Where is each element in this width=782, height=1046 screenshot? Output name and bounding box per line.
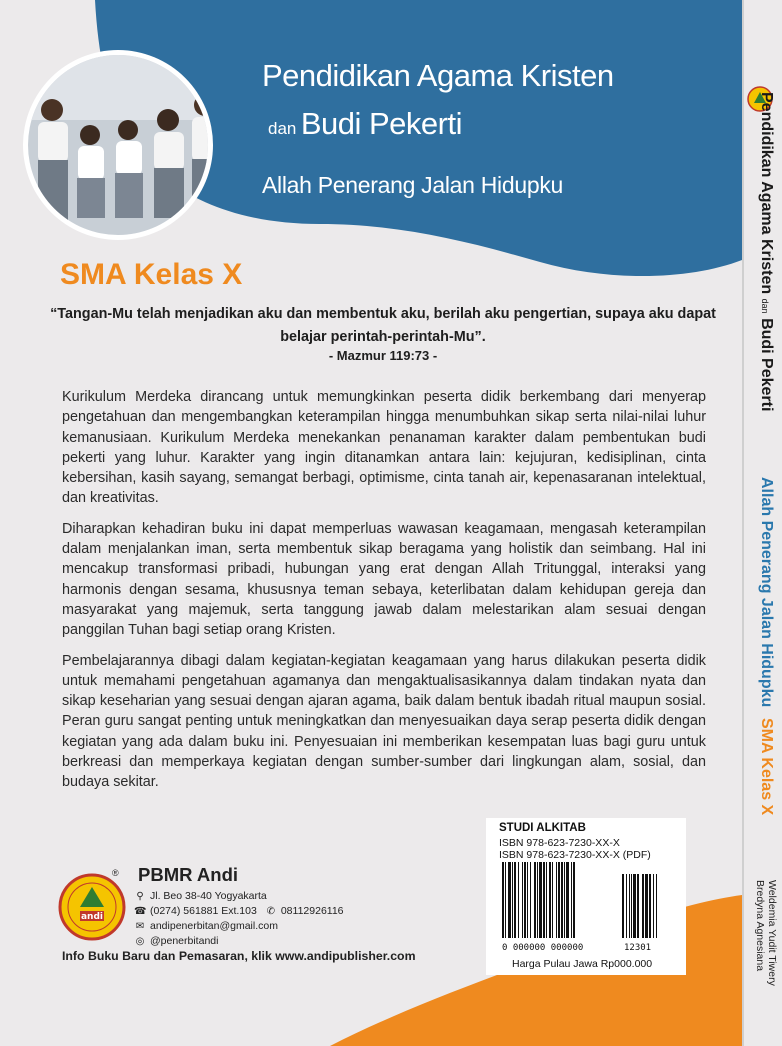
publisher-logo: [58, 873, 126, 941]
publisher-info: Info Buku Baru dan Pemasaran, klik www.andipublisher.com: [62, 949, 416, 963]
whatsapp-icon: ✆: [266, 905, 276, 917]
isbn-box: [486, 818, 686, 975]
address: Jl. Beo 38-40 Yogyakarta: [150, 890, 267, 902]
barcode-bar: [552, 862, 553, 938]
registered-mark: ®: [112, 868, 119, 878]
bible-quote: “Tangan-Mu telah menjadikan aku dan membentuk aku, berilah aku pengertian, supaya aku dapat belajar perintah-perintah-Mu”.: [50, 306, 716, 345]
synopsis-paragraph: Pembelajarannya dibagi dalam kegiatan-kegiatan keagamaan yang harus dilakukan peserta didik untuk memahami pengetahuan agamanya dan mengaktualisasikannya dalam tindakan nyata dan sikap keseharian yang sesuai dengan ajaran agama, baik dalam bentuk ibadah ritual maupun sosial. Peran guru sangat penting untuk meningkatkan dan menyesuaikan daya serap peserta didik dengan kegiatan yang ada dalam buku ini. Penyesuaian ini memberikan kesempatan luas bagi guru untuk berkreasi dan memperkaya kegiatan dengan sumber-sumber dari lingkungan alam, sosial, dan budaya sekitar.: [62, 652, 706, 791]
cover-title-line2: [268, 106, 462, 142]
bible-reference: - Mazmur 119:73 -: [328, 348, 438, 363]
whatsapp: 08112926116: [280, 905, 344, 917]
spine-text: [755, 92, 777, 932]
spine-authors: [742, 880, 778, 990]
cover-title-budi-pekerti: Budi Pekerti: [300, 106, 462, 141]
barcode-bar: [514, 862, 516, 938]
cover-title: Pendidikan Agama Kristen: [262, 58, 614, 93]
barcode-bar: [518, 862, 519, 938]
phone: (0274) 561881 Ext.103: [150, 905, 257, 917]
spine-title: Pendidikan Agama Kristen dan Budi Pekerti: [758, 92, 775, 412]
email: andipenerbitan@gmail.com: [150, 920, 278, 932]
barcode-bar: [505, 862, 506, 938]
barcode-bar: [561, 862, 563, 938]
instagram-icon: ◎: [135, 935, 145, 947]
synopsis-paragraph: Kurikulum Merdeka dirancang untuk memungkinkan peserta didik berkembang dari menyerap pengetahuan dan mengembangkan keterampilan hingga menumbuhkan sikap serta nilai-nilai luhur kemanusiaan. Kurikulum Merdeka menekankan penanaman karakter dalam pembentukan budi pekerti yang luhur. Karakter yang ingin ditanamkan antara lain: kejujuran, kedisiplinan, cinta kebersihan, kasih sayang, semangat berbagi, optimisme, cinta tanah air, kepenasaranan intelektual, dan kreativitas.: [62, 389, 706, 507]
author-name: Weldemia Yudit Tiwery: [766, 880, 778, 986]
email-icon: ✉: [135, 920, 145, 932]
barcode-bar: [546, 862, 547, 938]
barcode-addon-bar: [633, 874, 636, 938]
book-category: STUDI ALKITAB: [499, 822, 586, 834]
barcode-addon-bar: [649, 874, 651, 938]
synopsis-paragraph: Diharapkan kehadiran buku ini dapat memperluas wawasan keagamaan, mengasah keterampilan dalam menjalankan iman, serta membentuk sikap beragama yang holistik dan seimbang. Hal ini mencakup transformasi pribadi, hubungan yang erat dengan Allah Tritunggal, interaksi yang harmonis dengan sesama, khususnya teman sebaya, keterlibatan dalam kehidupan gereja dan masyarakat yang majemuk, serta tanggung jawab dalam melestarikan alam sesuai dengan panggilan Tuhan bagi setiap orang Kristen.: [62, 520, 706, 639]
barcode-bar: [566, 862, 569, 938]
barcode-bar: [543, 862, 545, 938]
barcode-bars: [502, 862, 657, 938]
location-icon: ⚲: [136, 890, 144, 902]
barcode-bar: [530, 862, 531, 938]
barcode-bar: [534, 862, 536, 938]
barcode-bar: [539, 862, 542, 938]
barcode-number: 0 000000 000000: [502, 943, 584, 953]
barcode-bar: [524, 862, 526, 938]
spine-grade: SMA Kelas X: [758, 718, 775, 816]
author-name: Bredyna Agnesiana: [754, 880, 766, 972]
publisher-name: PBMR Andi: [138, 864, 239, 885]
grade-label: SMA Kelas X: [60, 258, 243, 291]
barcode-bar: [571, 862, 572, 938]
barcode-addon-bar: [656, 874, 657, 938]
barcode-addon-bar: [642, 874, 644, 938]
email-row: [134, 920, 278, 932]
barcode-addon-bar: [631, 874, 632, 938]
barcode-bar: [537, 862, 538, 938]
barcode-bar: [556, 862, 557, 938]
logo-text: andi: [80, 912, 104, 922]
synopsis: [62, 387, 706, 803]
barcode-bar: [502, 862, 504, 938]
barcode-addon-bar: [629, 874, 630, 938]
barcode-bar: [512, 862, 513, 938]
barcode-bar: [573, 862, 575, 938]
address-row: [134, 890, 267, 902]
barcode-addon-bar: [637, 874, 639, 938]
instagram: @penerbitandi: [150, 935, 219, 947]
spine-subtitle: Allah Penerang Jalan Hidupku: [758, 477, 775, 708]
barcode-addon-bar: [626, 874, 627, 938]
cover-subtitle: Allah Penerang Jalan Hidupku: [262, 172, 564, 198]
barcode-bar: [527, 862, 528, 938]
phone-icon: ☎: [134, 905, 147, 917]
barcode-bar: [522, 862, 523, 938]
barcode-addon-bar: [653, 874, 654, 938]
barcode-addon: 12301: [624, 943, 652, 953]
price: Harga Pulau Jawa Rp000.000: [512, 958, 653, 970]
isbn-pdf: ISBN 978-623-7230-XX-X (PDF): [499, 849, 651, 861]
instagram-row: [134, 935, 218, 947]
barcode: [500, 862, 674, 954]
barcode-bar: [558, 862, 560, 938]
barcode-bar: [549, 862, 551, 938]
barcode-addon-bar: [622, 874, 624, 938]
cover-title-dan: dan: [268, 119, 297, 138]
barcode-bar: [508, 862, 511, 938]
isbn-print: ISBN 978-623-7230-XX-X: [499, 837, 620, 849]
barcode-bar: [564, 862, 565, 938]
phone-row: [134, 905, 344, 917]
barcode-addon-bar: [645, 874, 648, 938]
